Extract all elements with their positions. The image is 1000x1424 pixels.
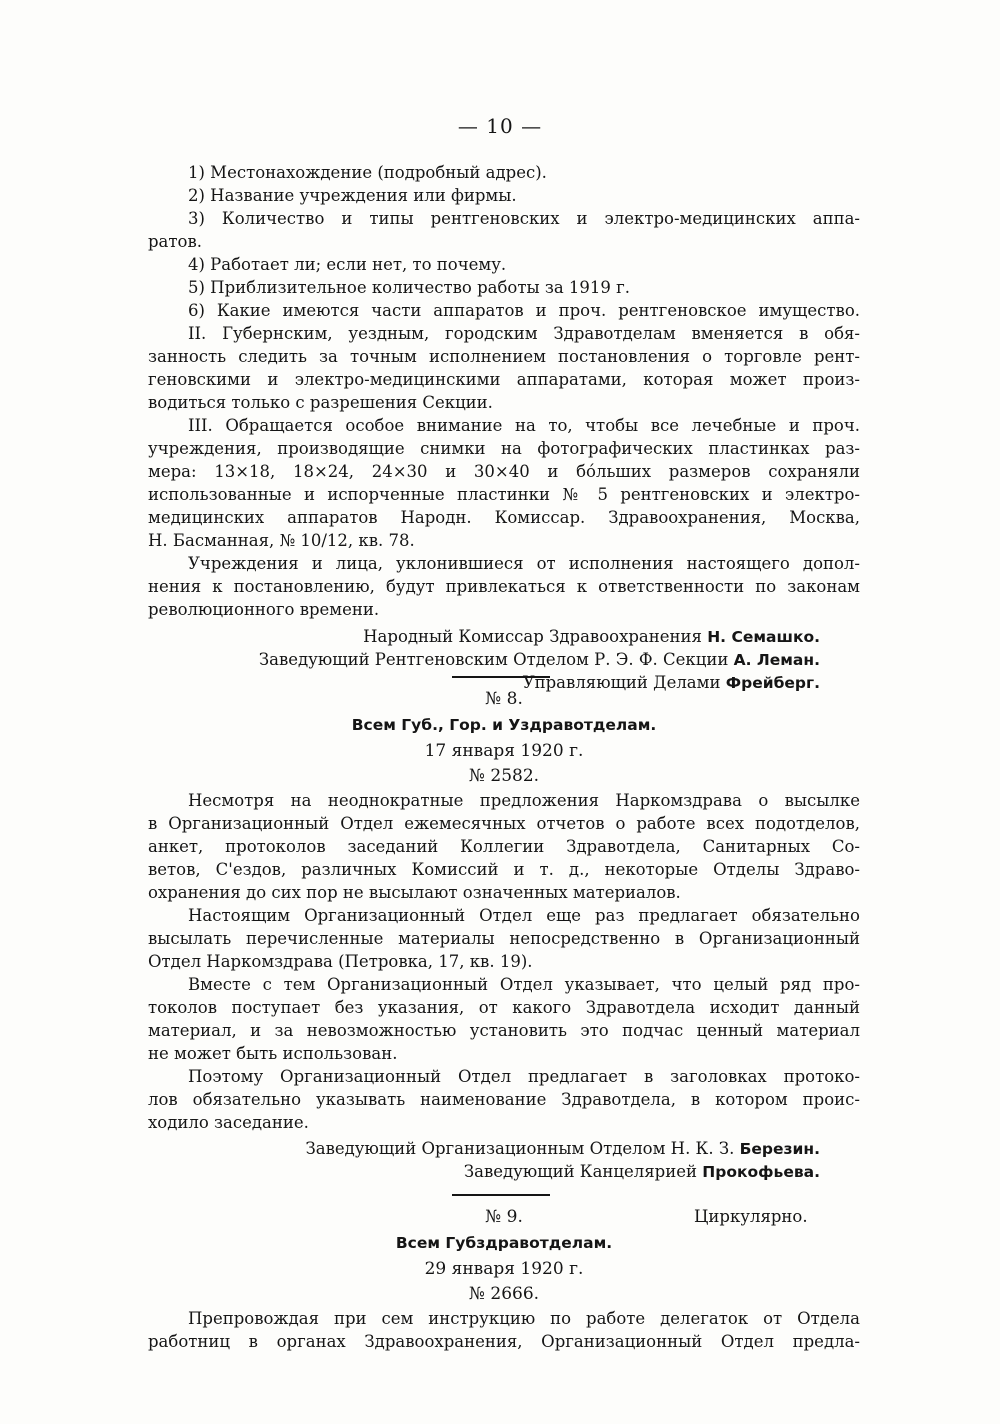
text-line: работниц в органах Здравоохранения, Организационный Отдел предла- <box>148 1332 860 1351</box>
page-number: — 10 — <box>457 114 543 138</box>
signature-line <box>148 626 820 648</box>
text-line: ратов. <box>148 232 202 251</box>
signature-line <box>148 649 820 671</box>
text-line: охранения до сих пор не высылают означенных материалов. <box>148 883 681 902</box>
text-line: ходило заседание. <box>148 1113 309 1132</box>
text-line: лов обязательно указывать наименование Здравотдела, в котором проис- <box>148 1090 860 1109</box>
text-line: нения к постановлению, будут привлекаться к ответственности по законам <box>148 577 860 596</box>
signature-name: Прокофьева. <box>702 1163 820 1181</box>
text-line: Отдел Наркомздрава (Петровка, 17, кв. 19). <box>148 952 533 971</box>
signature-line <box>148 1161 820 1183</box>
text-line: Н. Басманная, № 10/12, кв. 78. <box>148 531 415 550</box>
document-date: 29 января 1920 г. <box>424 1259 584 1279</box>
signature-title: Народный Комиссар Здравоохранения <box>363 627 702 646</box>
signature-name: А. Леман. <box>733 651 820 669</box>
text-line: материал, и за невозможностью установить это подчас ценный материал <box>148 1021 860 1040</box>
text-line: токолов поступает без указания, от какого Здравотдела исходит данный <box>148 998 860 1017</box>
addressee-heading: Всем Губздравотделам. <box>395 1234 613 1252</box>
text-line: 4) Работает ли; если нет, то почему. <box>188 255 507 274</box>
section-divider <box>452 676 550 678</box>
document-number: № 9. <box>485 1207 523 1227</box>
text-line: Препровождая при сем инструкцию по работе делегаток от Отдела <box>188 1309 860 1328</box>
text-line: Вместе с тем Организационный Отдел указывает, что целый ряд про- <box>188 975 860 994</box>
text-line: высылать перечисленные материалы непосредственно в Организационный <box>148 929 860 948</box>
text-line: 3) Количество и типы рентгеновских и электро-медицинских аппа- <box>188 209 860 228</box>
text-line: использованные и испорченные пластинки № 5 рентгеновских и электро- <box>148 485 860 504</box>
signature-title: Заведующий Канцелярией <box>463 1162 698 1181</box>
registration-number: № 2582. <box>468 766 540 786</box>
text-line: водиться только с разрешения Секции. <box>148 393 493 412</box>
text-line: ветов, С'ездов, различных Комиссий и т. д., некоторые Отделы Здраво- <box>148 860 860 879</box>
document-number: № 8. <box>485 689 523 709</box>
text-line: занность следить за точным исполнением постановления о торговле рент- <box>148 347 860 366</box>
document-date: 17 января 1920 г. <box>424 741 584 761</box>
signature-title: Управляющий Делами <box>522 673 721 692</box>
signature-name: Фрейберг. <box>725 674 820 692</box>
addressee-heading: Всем Губ., Гор. и Уздравотделам. <box>351 716 657 734</box>
text-line: в Организационный Отдел ежемесячных отчетов о работе всех подотделов, <box>148 814 860 833</box>
text-line: революционного времени. <box>148 600 380 619</box>
text-line: 6) Какие имеются части аппаратов и проч. рентгеновское имущество. <box>188 301 860 320</box>
text-line: Учреждения и лица, уклонившиеся от исполнения настоящего допол- <box>188 554 860 573</box>
signature-title: Заведующий Организационным Отделом Н. К. З. <box>305 1139 735 1158</box>
text-line: не может быть использован. <box>148 1044 398 1063</box>
signature-name: Н. Семашко. <box>707 628 820 646</box>
text-line: анкет, протоколов заседаний Коллегии Здравотдела, Санитарных Со- <box>148 837 860 856</box>
text-line: мера: 13×18, 18×24, 24×30 и 30×40 и бо́льших размеров сохраняли <box>148 462 860 481</box>
text-line: медицинских аппаратов Народн. Комиссар. Здравоохранения, Москва, <box>148 508 860 527</box>
circular-mark: Циркулярно. <box>694 1207 808 1226</box>
text-line: III. Обращается особое внимание на то, чтобы все лечебные и проч. <box>188 416 860 435</box>
text-line: учреждения, производящие снимки на фотографических пластинках раз- <box>148 439 860 458</box>
text-line: Поэтому Организационный Отдел предлагает в заголовках протоко- <box>188 1067 860 1086</box>
text-line: II. Губернским, уездным, городским Здравотделам вменяется в обя- <box>188 324 860 343</box>
text-line: Настоящим Организационный Отдел еще раз предлагает обязательно <box>188 906 860 925</box>
signature-title: Заведующий Рентгеновским Отделом Р. Э. Ф. Секции <box>258 650 729 669</box>
signature-line <box>148 1138 820 1160</box>
section-divider <box>452 1194 550 1196</box>
text-line: геновскими и электро-медицинскими аппаратами, которая может произ- <box>148 370 860 389</box>
text-line: Несмотря на неоднократные предложения Наркомздрава о высылке <box>188 791 860 810</box>
signature-name: Березин. <box>739 1140 820 1158</box>
text-line: 1) Местонахождение (подробный адрес). <box>188 163 547 182</box>
text-line: 2) Название учреждения или фирмы. <box>188 186 517 205</box>
text-line: 5) Приблизительное количество работы за 1919 г. <box>188 278 631 297</box>
registration-number: № 2666. <box>468 1284 540 1304</box>
